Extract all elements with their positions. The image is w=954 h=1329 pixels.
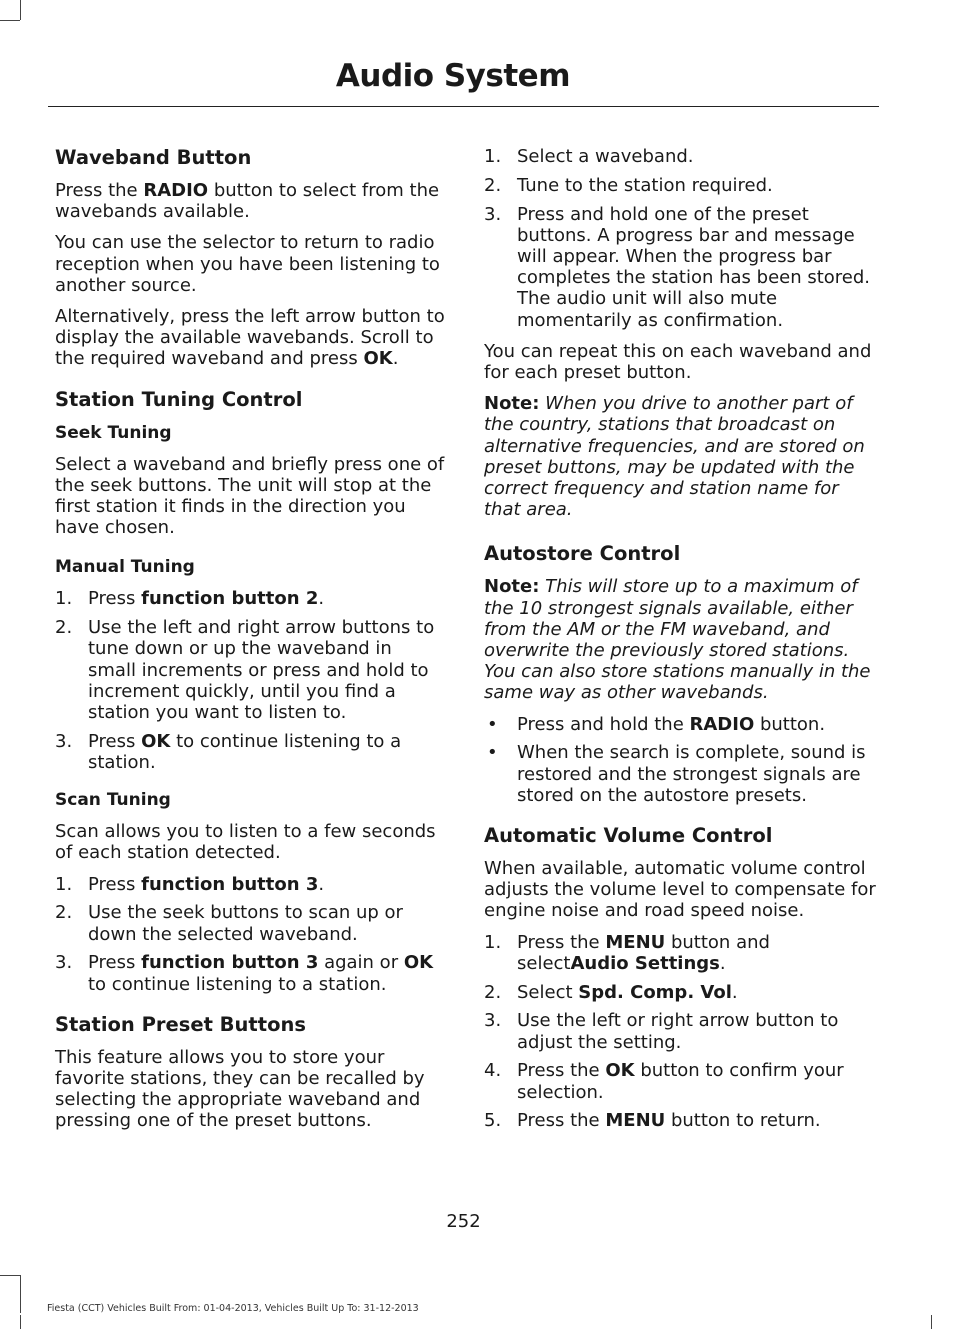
- right-column: [484, 146, 876, 1142]
- list-item: 1. Press function button 2.: [55, 588, 325, 610]
- list-item: • Press and hold the RADIO button.: [487, 713, 826, 735]
- list-item: 2. Tune to the station required.: [484, 174, 773, 196]
- list-item: 3. Press OK to continue listening to a station.: [55, 730, 402, 774]
- heading-autostore: Autostore Control: [484, 542, 681, 566]
- waveband-paragraph-2: You can use the selector to return to radio reception when you have been listening to another source.: [55, 232, 440, 296]
- manual-tuning-steps: [55, 588, 445, 773]
- avc-steps: [484, 932, 876, 1132]
- list-item: 2. Use the seek buttons to scan up or down the selected waveband.: [55, 902, 403, 945]
- footer-text: Fiesta (CCT) Vehicles Built From: 01-04-2013, Vehicles Built Up To: 31-12-2013: [47, 1303, 419, 1314]
- avc-text: When available, automatic volume control adjusts the volume level to compensate for engine noise and road speed noise.: [484, 858, 876, 922]
- crop-mark: [0, 1275, 20, 1276]
- note-autostore: Note: This will store up to a maximum of the 10 strongest signals available, either from the AM or the FM waveband, and overwrite the previously stored stations. You can also store stations manually in the same way as other wavebands.: [484, 576, 871, 704]
- list-item: 1. Press the MENU button and selectAudio Settings.: [484, 931, 770, 974]
- scan-tuning-steps: [55, 874, 445, 995]
- heading-station-preset: Station Preset Buttons: [55, 1012, 306, 1036]
- note-drive: Note: When you drive to another part of the country, stations that broadcast on alternative frequencies, and are stored on preset buttons, may be updated with the correct frequency and station name for that area.: [484, 393, 865, 521]
- list-item: 1. Select a waveband.: [484, 146, 694, 167]
- crop-mark: [20, 0, 21, 20]
- list-item: 4. Press the OK button to confirm your selection.: [484, 1060, 844, 1103]
- page-title: Audio System: [335, 58, 570, 94]
- scan-tuning-text: Scan allows you to listen to a few seconds of each station detected.: [55, 821, 436, 864]
- heading-station-tuning: Station Tuning Control: [55, 387, 303, 411]
- list-item: 3. Press function button 3 again or OK to continue listening to a station.: [55, 952, 434, 995]
- crop-mark: [20, 1315, 21, 1329]
- waveband-paragraph-1: Press the RADIO button to select from the wavebands available.: [55, 180, 440, 223]
- crop-mark: [0, 20, 20, 21]
- heading-waveband-button: Waveband Button: [55, 146, 252, 169]
- list-item: 2. Select Spd. Comp. Vol.: [484, 981, 738, 1003]
- list-item: 1. Press function button 3.: [55, 873, 325, 895]
- list-item: • When the search is complete, sound is restored and the strongest signals are stored on the autostore presets.: [487, 742, 866, 806]
- autostore-bullets: [484, 714, 876, 806]
- heading-automatic-volume: Automatic Volume Control: [484, 824, 773, 848]
- seek-tuning-text: Select a waveband and briefly press one of the seek buttons. The unit will stop at the first station it finds in the direction you have chosen.: [55, 453, 445, 539]
- list-item: 2. Use the left and right arrow buttons to tune down or up the waveband in small increments or press and hold to increment quickly, until you find a station you want to listen to.: [55, 617, 435, 724]
- page-number: 252: [446, 1211, 481, 1232]
- repeat-text: You can repeat this on each waveband and for each preset button.: [484, 340, 872, 384]
- preset-steps: [484, 146, 876, 331]
- crop-mark: [20, 1275, 21, 1313]
- waveband-paragraph-3: Alternatively, press the left arrow button to display the available wavebands. Scroll to the required waveband and press OK.: [55, 306, 445, 370]
- heading-manual-tuning: Manual Tuning: [55, 557, 195, 578]
- list-item: 3. Press and hold one of the preset buttons. A progress bar and message will appear. When the progress bar completes the station has been stored. The audio unit will also mute momentarily as confirmation.: [484, 203, 871, 331]
- heading-scan-tuning: Scan Tuning: [55, 790, 171, 811]
- list-item: 5. Press the MENU button to return.: [484, 1110, 821, 1132]
- left-column: [55, 146, 445, 1142]
- header-rule: [48, 106, 879, 107]
- list-item: 3. Use the left or right arrow button to adjust the setting.: [484, 1010, 839, 1053]
- station-preset-text: This feature allows you to store your favorite stations, they can be recalled by selecting the appropriate waveband and pressing one of the preset buttons.: [55, 1046, 425, 1132]
- crop-mark: [931, 1315, 932, 1329]
- heading-seek-tuning: Seek Tuning: [55, 422, 172, 443]
